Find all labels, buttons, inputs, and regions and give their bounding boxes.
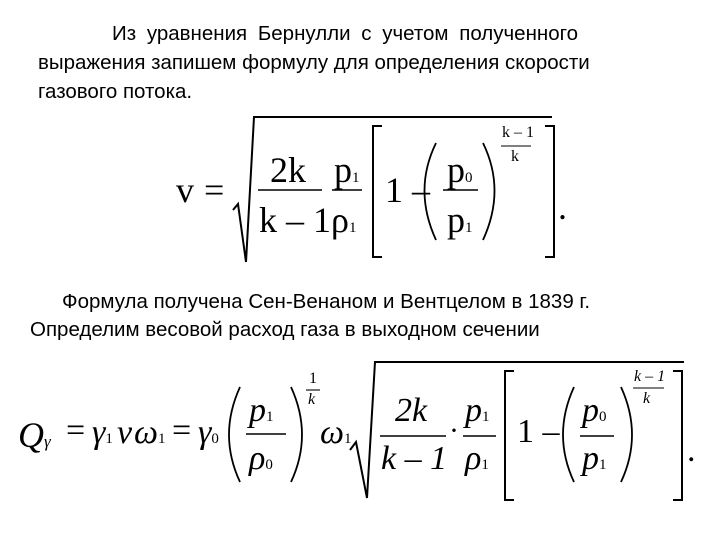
formula-2-exponent-1-denominator: k <box>308 391 316 408</box>
formula-2-period: . <box>687 432 696 469</box>
formula-2-2k: 2k <box>395 392 428 429</box>
formula-1-p0-numerator: p0 <box>447 150 473 190</box>
paragraph-2-line-1: Формула получена Сен-Венаном и Вентцелом в 1839 г. <box>62 290 591 313</box>
formula-2-one-minus: 1 – <box>517 413 560 450</box>
paragraph-2-line-2: Определим весовой расход газа в выходном сечении <box>30 318 540 341</box>
formula-2-left-paren-2 <box>563 387 574 482</box>
formula-2-gamma1: γ1 <box>92 414 113 451</box>
formula-2-right-paren-2 <box>621 387 632 482</box>
formula-1-exponent-denominator: k <box>511 148 519 165</box>
formula-1-one-minus: 1 – <box>385 170 430 210</box>
formula-2-rho0-denominator: ρ0 <box>249 440 273 477</box>
formula-2-k-minus-1: k – 1 <box>381 440 448 477</box>
formula-2-equals-1: = <box>66 412 86 449</box>
formula-1-exponent-numerator: k – 1 <box>502 124 534 141</box>
formula-2-rho1-denominator: ρ1 <box>465 440 489 477</box>
formula-2-cdot: · <box>449 414 459 447</box>
paragraph-1-line-1: Из уравнения Бернулли с учетом полученного <box>112 22 579 45</box>
formula-2-p1-numerator-b: p1 <box>465 392 490 429</box>
paragraph-1-line-2: выражения запишем формулу для определения скорости <box>38 51 590 74</box>
formula-2-right-paren-1 <box>291 387 302 482</box>
formula-2-omega1: ω1 <box>134 414 166 451</box>
formula-1-k-minus-1: k – 1 <box>259 200 331 240</box>
paragraph-1-line-3: газового потока. <box>38 80 193 103</box>
formula-2-exponent-1-numerator: 1 <box>309 370 317 387</box>
formula-2-exponent-2-denominator: k <box>643 390 651 407</box>
formula-2-v: v <box>117 414 133 451</box>
formula-2-right-bracket <box>673 371 682 500</box>
formula-2-omega1-b: ω1 <box>320 414 352 451</box>
formula-1-period: . <box>558 187 567 227</box>
formula-2-exponent-2-numerator: k – 1 <box>634 368 666 385</box>
formula-1-p1-numerator: p1 <box>334 150 360 190</box>
formula-1-v: v <box>176 170 194 210</box>
formula-2-p0-numerator: p0 <box>582 392 607 429</box>
formula-2-left-paren-1 <box>229 387 240 482</box>
formula-1-2k: 2k <box>270 150 306 190</box>
formula-2-p1-numerator-a: p1 <box>249 392 274 429</box>
formula-2-equals-2: = <box>172 412 192 449</box>
formula-1-rho1-denominator: ρ1 <box>331 200 357 240</box>
formula-2-left-bracket <box>505 371 514 500</box>
formula-2-q-gamma: Qγ <box>18 415 51 455</box>
formula-1-p1-denominator: p1 <box>447 200 473 240</box>
formula-2-gamma0: γ0 <box>198 414 219 451</box>
formula-1-equals: = <box>204 170 225 210</box>
formula-2-p1-denominator: p1 <box>582 440 607 477</box>
